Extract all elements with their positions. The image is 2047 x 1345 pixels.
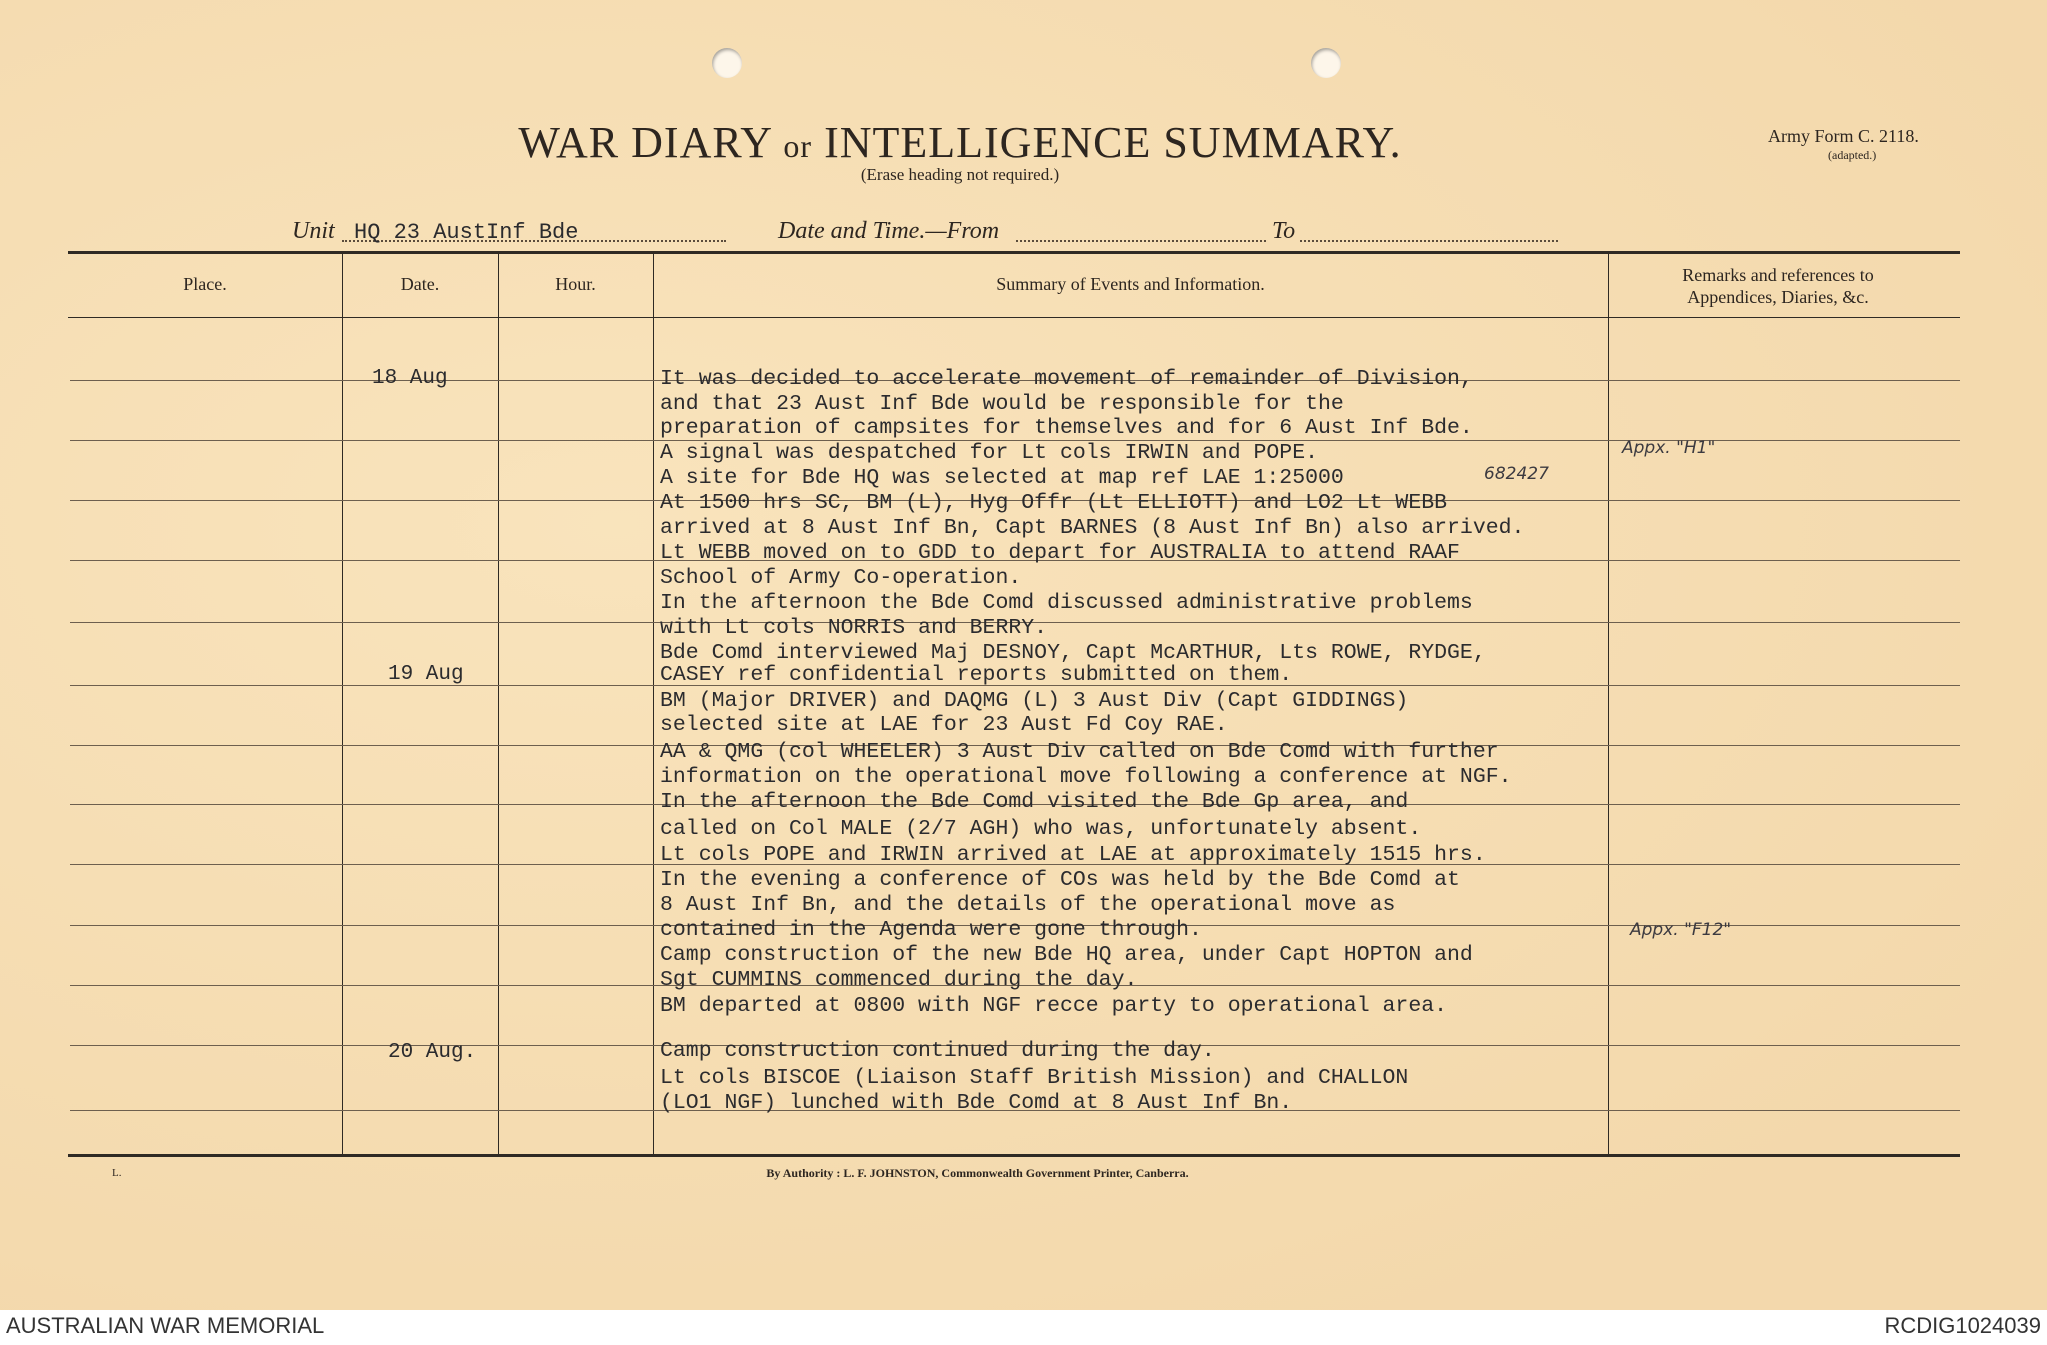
summary-line: In the afternoon the Bde Comd visited the Bde Gp area, and bbox=[660, 790, 1409, 814]
summary-line: (LO1 NGF) lunched with Bde Comd at 8 Aust Inf Bn. bbox=[660, 1091, 1293, 1115]
column-header-date: Date. bbox=[400, 274, 440, 294]
punch-hole-left bbox=[712, 48, 742, 78]
column-header-hour: Hour. bbox=[555, 274, 596, 294]
summary-line: BM departed at 0800 with NGF recce party to operational area. bbox=[660, 994, 1448, 1018]
header-bottom-rule bbox=[68, 317, 1960, 318]
summary-line: 8 Aust Inf Bn, and the details of the operational move as bbox=[660, 893, 1396, 917]
title-intelligence-summary: INTELLIGENCE SUMMARY. bbox=[824, 118, 1402, 167]
table-top-rule bbox=[68, 251, 1960, 254]
form-title bbox=[0, 117, 1920, 168]
summary-line: CASEY ref confidential reports submitted on them. bbox=[660, 663, 1293, 687]
summary-line: with Lt cols NORRIS and BERRY. bbox=[660, 616, 1048, 640]
summary-line: AA & QMG (col WHEELER) 3 Aust Div called on Bde Comd with further bbox=[660, 740, 1499, 764]
date-entry: 19 Aug bbox=[388, 663, 464, 686]
summary-line: A site for Bde HQ was selected at map ref LAE 1:25000 bbox=[660, 466, 1344, 490]
column-divider-4 bbox=[1608, 253, 1609, 1154]
summary-line: Lt cols POPE and IRWIN arrived at LAE at approximately 1515 hrs. bbox=[660, 843, 1486, 867]
summary-line: At 1500 hrs SC, BM (L), Hyg Offr (Lt ELLIOTT) and LO2 Lt WEBB bbox=[660, 491, 1448, 515]
summary-line: selected site at LAE for 23 Aust Fd Coy RAE. bbox=[660, 713, 1228, 737]
unit-value: HQ 23 AustInf Bde bbox=[354, 220, 579, 245]
footer-letter: L. bbox=[112, 1167, 122, 1179]
title-war-diary: WAR DIARY bbox=[518, 118, 772, 167]
column-header-remarks: Remarks and references to Appendices, Diaries, &c. bbox=[1682, 265, 1874, 307]
army-form-number: Army Form C. 2118. bbox=[1768, 126, 1919, 146]
form-subtitle: (Erase heading not required.) bbox=[860, 165, 1060, 184]
date-entry: 18 Aug bbox=[372, 367, 448, 390]
summary-line: preparation of campsites for themselves and for 6 Aust Inf Bde. bbox=[660, 416, 1473, 440]
summary-line: Camp construction continued during the day. bbox=[660, 1039, 1215, 1063]
archive-caption: AUSTRALIAN WAR MEMORIAL bbox=[6, 1313, 325, 1338]
summary-line: called on Col MALE (2/7 AGH) who was, unfortunately absent. bbox=[660, 817, 1422, 841]
handwritten-map-ref: 682427 bbox=[1484, 464, 1549, 484]
summary-line: information on the operational move following a conference at NGF. bbox=[660, 765, 1512, 789]
date-entry: 20 Aug. bbox=[388, 1041, 477, 1064]
column-divider-2 bbox=[498, 253, 499, 1154]
summary-line: Lt cols BISCOE (Liaison Staff British Mission) and CHALLON bbox=[660, 1066, 1409, 1090]
summary-line: BM (Major DRIVER) and DAQMG (L) 3 Aust Div (Capt GIDDINGS) bbox=[660, 689, 1409, 713]
summary-line: Bde Comd interviewed Maj DESNOY, Capt McARTHUR, Lts ROWE, RYDGE, bbox=[660, 641, 1486, 665]
summary-line: In the afternoon the Bde Comd discussed administrative problems bbox=[660, 591, 1473, 615]
army-form-adapted: (adapted.) bbox=[1828, 148, 1877, 162]
to-label: To bbox=[1272, 218, 1296, 244]
from-dotted-line bbox=[1016, 240, 1266, 242]
unit-label: Unit bbox=[292, 218, 335, 244]
date-time-label: Date and Time.—From bbox=[778, 218, 1000, 244]
title-or: or bbox=[783, 128, 813, 164]
printer-authority: By Authority : L. F. JOHNSTON, Commonwealth Government Printer, Canberra. bbox=[766, 1166, 1189, 1180]
column-header-place: Place. bbox=[183, 274, 227, 294]
column-divider-3 bbox=[653, 253, 654, 1154]
summary-line: In the evening a conference of COs was held by the Bde Comd at bbox=[660, 868, 1460, 892]
handwritten-appendix-ref: Appx. "F12" bbox=[1630, 920, 1732, 940]
column-header-summary: Summary of Events and Information. bbox=[996, 274, 1265, 294]
handwritten-appendix-ref: Appx. "H1" bbox=[1622, 438, 1716, 458]
summary-line: arrived at 8 Aust Inf Bn, Capt BARNES (8 Aust Inf Bn) also arrived. bbox=[660, 516, 1525, 540]
summary-line: and that 23 Aust Inf Bde would be responsible for the bbox=[660, 392, 1344, 416]
summary-line: It was decided to accelerate movement of remainder of Division, bbox=[660, 367, 1473, 391]
summary-line: contained in the Agenda were gone through. bbox=[660, 918, 1202, 942]
summary-line: Lt WEBB moved on to GDD to depart for AUSTRALIA to attend RAAF bbox=[660, 541, 1460, 565]
summary-line: A signal was despatched for Lt cols IRWIN and POPE. bbox=[660, 441, 1319, 465]
table-bottom-rule bbox=[68, 1154, 1960, 1157]
archive-id: RCDIG1024039 bbox=[1884, 1313, 2041, 1338]
summary-line: School of Army Co-operation. bbox=[660, 566, 1022, 590]
to-dotted-line bbox=[1300, 240, 1558, 242]
punch-hole-right bbox=[1311, 48, 1341, 78]
summary-line: Camp construction of the new Bde HQ area, under Capt HOPTON and bbox=[660, 943, 1473, 967]
summary-line: Sgt CUMMINS commenced during the day. bbox=[660, 968, 1138, 992]
column-divider-1 bbox=[342, 253, 343, 1154]
